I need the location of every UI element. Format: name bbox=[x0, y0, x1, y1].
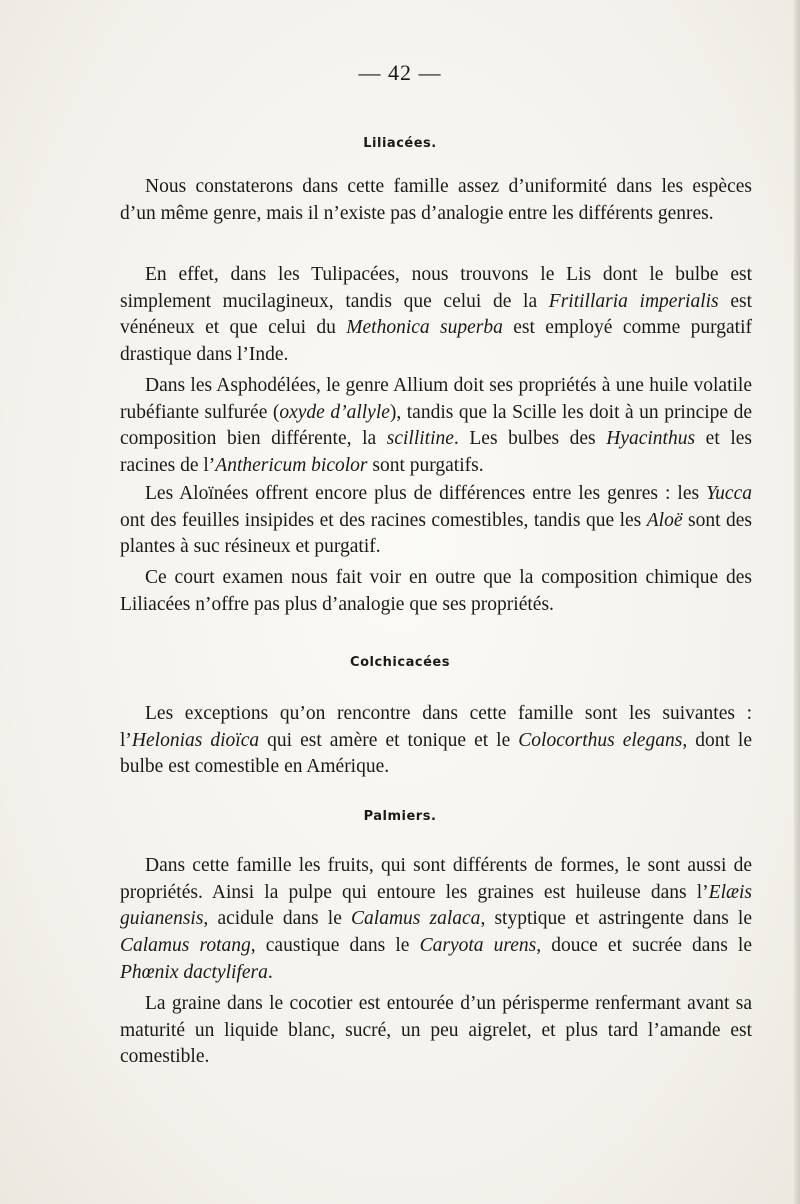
section-heading-liliacees: Liliacées. bbox=[363, 136, 437, 151]
species-name: Elæis guianensis bbox=[120, 881, 752, 930]
species-name: Calamus zalaca bbox=[351, 908, 481, 930]
species-name: Caryota urens bbox=[419, 935, 537, 957]
paragraph-4: Les Aloïnées offrent encore plus de différences entre les genres : les Yucca ont des feuilles insipides et des racines comestibles, tandis que les Aloë sont des plantes à suc résineux et purgatif. bbox=[120, 483, 752, 558]
chemical-name: oxyde d’allyle bbox=[279, 401, 390, 423]
page-number: — 42 — bbox=[358, 60, 442, 85]
species-name: Helonias dioïca bbox=[131, 729, 260, 751]
species-name: Anthericum bicolor bbox=[215, 455, 368, 477]
chemical-name: scillitine bbox=[386, 428, 454, 450]
paragraph-1: Nous constaterons dans cette famille assez d’uniformité dans les espèces d’un même genre, mais il n’existe pas d’analogie entre les différents genres. bbox=[120, 176, 752, 224]
section-heading-colchicacees: Colchicacées bbox=[350, 655, 450, 670]
genus-name: Yucca bbox=[706, 483, 752, 504]
genus-name: Hyacinthus bbox=[606, 428, 696, 450]
genus-name: Aloë bbox=[646, 509, 683, 531]
paragraph-8: La graine dans le cocotier est entourée d’un périsperme renfermant avant sa maturité un liquide blanc, sucré, un peu aigrelet, et plus tard l’amande est comestible. bbox=[120, 993, 752, 1068]
section-heading-palmiers: Palmiers. bbox=[363, 809, 437, 824]
paragraph-5: Ce court examen nous fait voir en outre que la composition chimique des Liliacées n’offre pas plus d’analogie que ses propriétés. bbox=[120, 567, 752, 615]
paragraph-2: En effet, dans les Tulipacées, nous trouvons le Lis dont le bulbe est simplement mucilagineux, tandis que celui de la Fritillaria imperialis est vénéneux et que celui du Methonica superba est employé comme purgatif drastique dans l’Inde. bbox=[120, 264, 752, 366]
species-name: Methonica superba bbox=[346, 317, 503, 339]
species-name: Phœnix dactylifera bbox=[120, 961, 268, 983]
species-name: Colocorthus elegans bbox=[518, 729, 683, 751]
paragraph-3: Dans les Asphodélées, le genre Allium doit ses propriétés à une huile volatile rubéfiante sulfurée (oxyde d’allyle), tandis que la Scille les doit à un principe de composition bien différente, la scillitine. Les bulbes des Hyacinthus et les racines de l’Anthericum bicolor sont purgatifs. bbox=[120, 375, 753, 477]
paragraph-7: Dans cette famille les fruits, qui sont différents de formes, le sont aussi de propriétés. Ainsi la pulpe qui entoure les graines est huileuse dans l’Elæis guianensis, acidule dans le Calamus zalaca, styptique et astringente dans le Calamus rotang, caustique dans le Caryota urens, douce et sucrée dans le Phœnix dactylifera. bbox=[120, 855, 752, 983]
page-edge bbox=[794, 0, 800, 1204]
paragraph-6: Les exceptions qu’on rencontre dans cette famille sont les suivantes : l’Helonias dioïca qui est amère et tonique et le Colocorthus elegans, dont le bulbe est comestible en Amérique. bbox=[120, 703, 752, 778]
species-name: Fritillaria imperialis bbox=[548, 290, 719, 312]
species-name: Calamus rotang bbox=[120, 935, 251, 957]
